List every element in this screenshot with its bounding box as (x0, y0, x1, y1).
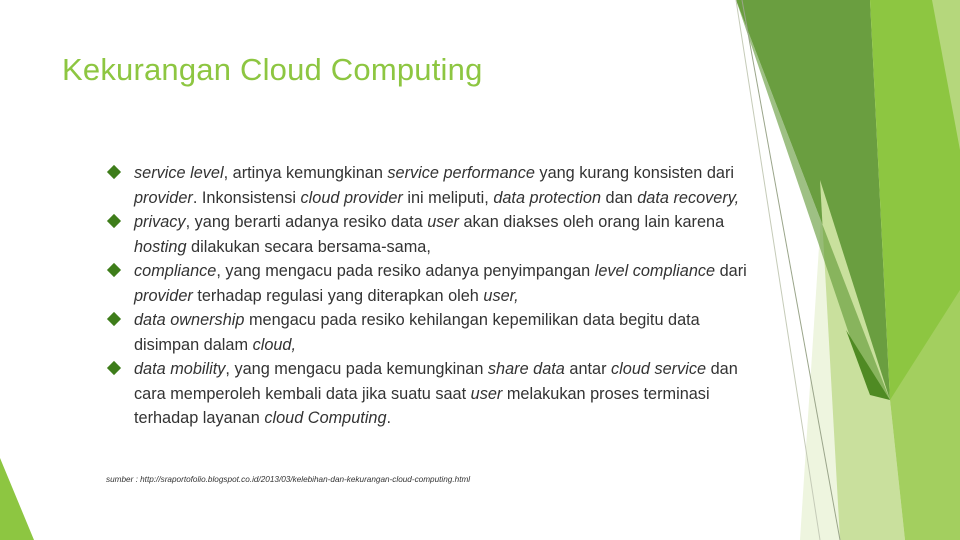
italic-term: service level (134, 164, 224, 182)
italic-term: privacy (134, 213, 186, 231)
bullet-item (106, 210, 766, 259)
italic-term: cloud service (611, 360, 707, 378)
italic-term: share data (487, 360, 565, 378)
diamond-bullet-icon (107, 214, 121, 228)
right-facets (736, 0, 960, 540)
text-segment: , artinya kemungkinan (223, 164, 388, 182)
left-corner-triangle (0, 458, 34, 540)
bullet-list (106, 161, 766, 431)
text-segment: ini meliputi, (402, 188, 494, 207)
bullet-item (106, 308, 766, 357)
slide-title: Kekurangan Cloud Computing (62, 52, 483, 87)
text-segment: . Inkonsistensi (192, 188, 301, 207)
text-segment: terhadap regulasi yang diterapkan oleh (192, 286, 484, 305)
bullet-text (134, 360, 738, 427)
diamond-bullet-icon (107, 312, 121, 326)
text-segment: dan cara memperoleh kembali data jika suatu saat (134, 360, 738, 403)
text-segment: dan (601, 188, 638, 207)
italic-term: provider (134, 188, 193, 207)
bullet-item (106, 161, 766, 210)
italic-term: data recovery, (637, 188, 740, 207)
italic-term: user (470, 384, 503, 403)
bullet-item (106, 259, 766, 308)
italic-term: provider (134, 286, 193, 305)
italic-term: user (427, 213, 459, 231)
text-segment: melakukan proses terminasi terhadap layanan (134, 384, 710, 427)
italic-term: cloud, (252, 335, 297, 354)
italic-term: hosting (134, 237, 187, 256)
text-segment: , yang mengacu pada resiko adanya penyimpangan (216, 262, 595, 280)
text-segment: mengacu pada resiko kehilangan kepemilikan data begitu data disimpan dalam (134, 311, 700, 354)
italic-term: level compliance (594, 262, 716, 280)
italic-term: data mobility (134, 360, 226, 378)
diamond-bullet-icon (107, 165, 121, 179)
text-segment: yang kurang konsisten dari (534, 164, 735, 182)
bullet-item (106, 357, 766, 431)
text-segment: , yang berarti adanya resiko data (185, 213, 428, 231)
bullet-text (134, 262, 747, 305)
text-segment: dari (715, 262, 747, 280)
italic-term: data ownership (134, 311, 245, 329)
italic-term: user, (483, 286, 519, 305)
text-segment: . (386, 409, 392, 427)
italic-term: cloud Computing (264, 409, 387, 427)
text-segment: akan diakses oleh orang lain karena (458, 213, 725, 231)
italic-term: compliance (134, 262, 217, 280)
bullet-text (134, 164, 739, 207)
text-segment: dilakukan secara bersama-sama, (186, 237, 431, 256)
italic-term: cloud provider (300, 188, 403, 207)
italic-term: data protection (493, 188, 602, 207)
text-segment: , yang mengacu pada kemungkinan (225, 360, 488, 378)
diamond-bullet-icon (107, 361, 121, 375)
text-segment: antar (564, 360, 612, 378)
diamond-bullet-icon (107, 263, 121, 277)
source-citation: sumber : http://sraportofolio.blogspot.co.id/2013/03/kelebihan-dan-kekurangan-cloud-computing.html (106, 475, 471, 484)
italic-term: service performance (387, 164, 535, 182)
bullet-text (134, 213, 724, 256)
bullet-text (134, 311, 700, 354)
